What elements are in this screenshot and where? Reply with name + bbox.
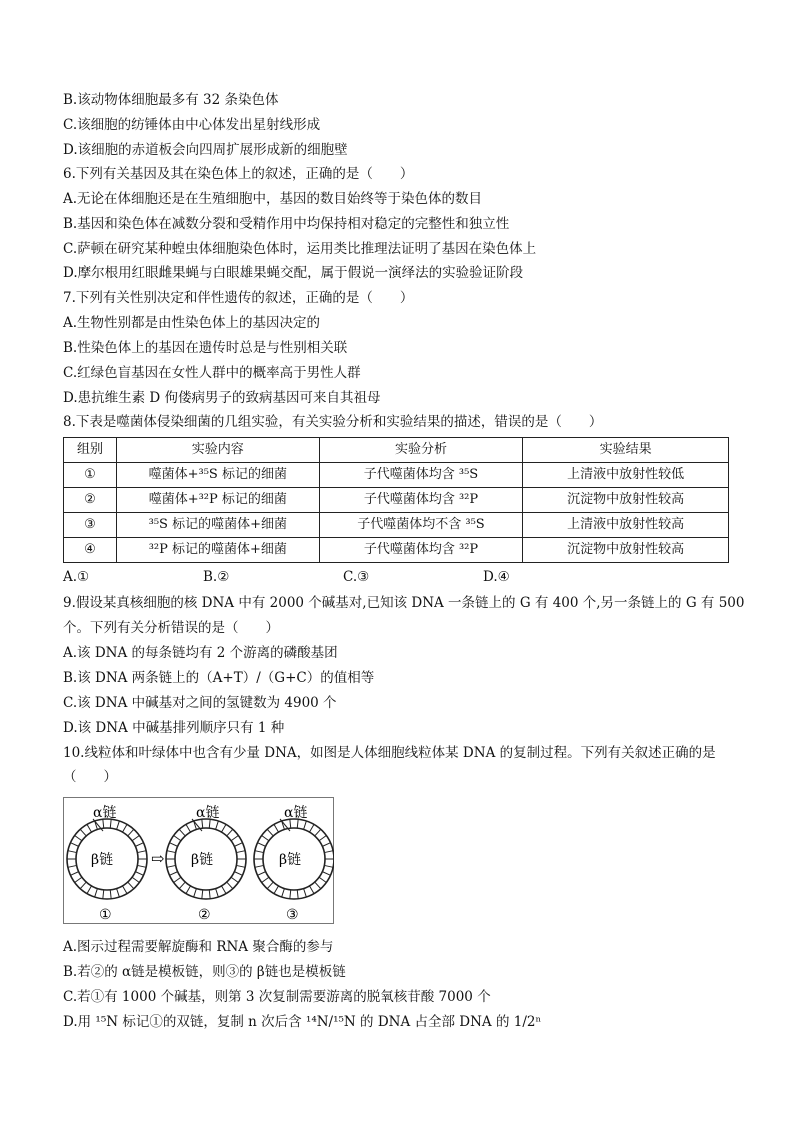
table-cell: 子代噬菌体均含 ³⁵S	[319, 463, 523, 488]
base-pair-tick	[274, 824, 279, 832]
circular-dna-1	[67, 805, 147, 923]
q7-option-b: B.性染色体上的基因在遗传时总是与性别相关联	[63, 340, 348, 356]
q9-option-b: B.该 DNA 两条链上的（A+T）/（G+C）的值相等	[63, 670, 375, 686]
base-pair-tick	[137, 865, 146, 867]
base-pair-tick	[87, 886, 92, 894]
base-pair-tick	[319, 835, 326, 840]
q7-option-a: A.生物性别都是由性染色体上的基因决定的	[63, 315, 321, 331]
base-pair-tick	[194, 888, 197, 897]
beta-chain-label: β链	[279, 852, 302, 868]
base-pair-tick	[75, 877, 82, 882]
base-pair-tick	[117, 888, 120, 897]
q10-option-b: B.若②的 α链是模板链，则③的 β链也是模板链	[63, 964, 346, 980]
alpha-chain-label: α链	[93, 805, 117, 821]
q9-option-d: D.该 DNA 中碱基排列顺序只有 1 种	[63, 720, 285, 736]
q9-option-c: C.该 DNA 中碱基对之间的氢键数为 4900 个	[63, 695, 337, 711]
base-pair-tick	[110, 890, 111, 899]
base-pair-tick	[322, 843, 330, 847]
q8-stem: 8.下表是噬菌体侵染细菌的几组实验，有关实验分析和实验结果的描述，错误的是（ ）	[63, 414, 603, 430]
base-pair-tick	[231, 877, 238, 882]
alpha-chain-label: α链	[196, 805, 220, 821]
base-pair-tick	[103, 890, 104, 899]
base-pair-tick	[222, 824, 227, 832]
q7-option-d: D.患抗维生素 D 佝偻病男子的致病基因可来自其祖母	[63, 390, 381, 406]
base-pair-tick	[167, 865, 176, 867]
base-pair-tick	[262, 877, 269, 882]
table-row	[64, 513, 729, 538]
q6-option-c: C.萨顿在研究某种蝗虫体细胞染色体时，运用类比推理法证明了基因在染色体上	[63, 241, 537, 257]
base-pair-tick	[231, 835, 238, 840]
base-pair-tick	[274, 886, 279, 894]
base-pair-tick	[222, 886, 227, 894]
q6-option-a: A.无论在体细胞还是在生殖细胞中，基因的数目始终等于染色体的数目	[63, 191, 483, 207]
q8-choice-a: A.①	[63, 569, 90, 585]
base-pair-tick	[315, 882, 321, 889]
base-pair-tick	[290, 890, 291, 899]
table-cell: 噬菌体+³²P 标记的细菌	[116, 488, 319, 513]
arrow-icon: ⇨	[151, 849, 165, 868]
base-pair-tick	[70, 872, 78, 876]
base-pair-tick	[186, 824, 191, 832]
base-pair-tick	[257, 843, 265, 847]
table-cell: 沉淀物中放射性较高	[523, 538, 729, 563]
table-row	[64, 463, 729, 488]
base-pair-tick	[123, 886, 128, 894]
base-pair-tick	[322, 872, 330, 876]
base-pair-tick	[304, 821, 307, 830]
base-pair-tick	[169, 843, 177, 847]
base-pair-tick	[135, 872, 143, 876]
table-header-cell: 组别	[64, 438, 117, 463]
q9-stem-line2: 个。下列有关分析错误的是（ ）	[63, 620, 279, 636]
table-header-cell: 实验分析	[319, 438, 523, 463]
q10-stem-line2: （ ）	[63, 769, 117, 785]
table-cell: 子代噬菌体均不含 ³⁵S	[319, 513, 523, 538]
base-pair-tick	[310, 886, 315, 894]
q5-option-c: C.该细胞的纺锤体由中心体发出星射线形成	[63, 117, 321, 133]
beta-chain-label: β链	[91, 852, 114, 868]
q5-option-b: B.该动物体细胞最多有 32 条染色体	[63, 92, 279, 108]
table-cell: ①	[64, 463, 117, 488]
circular-dna-2	[166, 805, 246, 923]
q10-option-c: C.若①有 1000 个碱基，则第 3 次复制需要游离的脱氧核苷酸 7000 个	[63, 989, 491, 1005]
q8-table	[63, 437, 729, 563]
table-cell: 上清液中放射性较高	[523, 513, 729, 538]
base-pair-tick	[179, 882, 185, 889]
table-cell: 子代噬菌体均含 ³²P	[319, 538, 523, 563]
q6-stem: 6.下列有关基因及其在染色体上的叙述，正确的是（ ）	[63, 166, 414, 182]
table-cell: ³²P 标记的噬菌体+细菌	[116, 538, 319, 563]
base-pair-tick	[87, 824, 92, 832]
base-pair-tick	[167, 851, 176, 853]
q10-option-a: A.图示过程需要解旋酶和 RNA 聚合酶的参与	[63, 939, 334, 955]
table-cell: 噬菌体+³⁵S 标记的细菌	[116, 463, 319, 488]
base-pair-tick	[297, 890, 298, 899]
base-pair-tick	[255, 865, 264, 867]
table-cell: ³⁵S 标记的噬菌体+细菌	[116, 513, 319, 538]
base-pair-tick	[257, 872, 265, 876]
base-pair-tick	[262, 835, 269, 840]
base-pair-tick	[236, 865, 245, 867]
alpha-chain-label: α链	[284, 805, 308, 821]
base-pair-tick	[169, 872, 177, 876]
base-pair-tick	[234, 843, 242, 847]
base-pair-tick	[135, 843, 143, 847]
q10-option-d: D.用 ¹⁵N 标记①的双链，复制 n 次后含 ¹⁴N/¹⁵N 的 DNA 占全部 DNA 的 1/2ⁿ	[63, 1014, 542, 1030]
base-pair-tick	[324, 851, 333, 853]
base-pair-tick	[319, 877, 326, 882]
q6-option-b: B.基因和染色体在减数分裂和受精作用中均保持相对稳定的完整性和独立性	[63, 216, 510, 232]
base-pair-tick	[186, 886, 191, 894]
base-pair-tick	[95, 888, 98, 897]
q6-option-d: D.摩尔根用红眼雌果蝇与白眼雄果蝇交配，属于假说一演绎法的实验验证阶段	[63, 265, 524, 281]
base-pair-tick	[267, 829, 273, 836]
base-pair-tick	[310, 824, 315, 832]
base-pair-tick	[68, 865, 77, 867]
base-pair-tick	[80, 882, 86, 889]
base-pair-tick	[132, 877, 139, 882]
table-cell: ③	[64, 513, 117, 538]
table-row	[64, 538, 729, 563]
base-pair-tick	[68, 851, 77, 853]
beta-chain-label: β链	[191, 852, 214, 868]
base-pair-tick	[234, 872, 242, 876]
base-pair-tick	[304, 888, 307, 897]
base-pair-tick	[209, 890, 210, 899]
dna-replication-figure	[63, 797, 334, 924]
circular-dna-3	[254, 805, 334, 923]
base-pair-tick	[179, 829, 185, 836]
base-pair-tick	[80, 829, 86, 836]
q9-option-a: A.该 DNA 的每条链均有 2 个游离的磷酸基团	[63, 645, 338, 661]
q10-stem-line1: 10.线粒体和叶绿体中也含有少量 DNA，如图是人体细胞线粒体某 DNA 的复制过程。下列有关叙述正确的是	[63, 745, 716, 761]
table-cell: 子代噬菌体均含 ³²P	[319, 488, 523, 513]
table-header-cell: 实验内容	[116, 438, 319, 463]
table-cell: 上清液中放射性较低	[523, 463, 729, 488]
base-pair-tick	[70, 843, 78, 847]
figure-number-2: ②	[198, 907, 211, 923]
base-pair-tick	[227, 882, 233, 889]
base-pair-tick	[123, 824, 128, 832]
base-pair-tick	[227, 829, 233, 836]
base-pair-tick	[236, 851, 245, 853]
base-pair-tick	[202, 890, 203, 899]
table-cell: ④	[64, 538, 117, 563]
figure-number-1: ①	[99, 907, 112, 923]
table-cell: 沉淀物中放射性较高	[523, 488, 729, 513]
base-pair-tick	[282, 888, 285, 897]
table-header-cell: 实验结果	[523, 438, 729, 463]
base-pair-tick	[216, 821, 219, 830]
q8-choices	[63, 569, 623, 587]
base-pair-tick	[132, 835, 139, 840]
base-pair-tick	[267, 882, 273, 889]
base-pair-tick	[255, 851, 264, 853]
base-pair-tick	[174, 835, 181, 840]
q8-choice-b: B.②	[203, 569, 230, 585]
base-pair-tick	[315, 829, 321, 836]
q9-stem-line1: 9.假设某真核细胞的核 DNA 中有 2000 个碱基对,已知该 DNA 一条链上的 G 有 400 个,另一条链上的 G 有 500	[63, 595, 745, 611]
table-cell: ②	[64, 488, 117, 513]
base-pair-tick	[117, 821, 120, 830]
table-row	[64, 488, 729, 513]
base-pair-tick	[174, 877, 181, 882]
base-pair-tick	[128, 829, 134, 836]
base-pair-tick	[324, 865, 333, 867]
q8-choice-d: D.④	[483, 569, 510, 585]
figure-number-3: ③	[286, 907, 299, 923]
q5-option-d: D.该细胞的赤道板会向四周扩展形成新的细胞壁	[63, 142, 348, 158]
q8-choice-c: C.③	[343, 569, 370, 585]
base-pair-tick	[75, 835, 82, 840]
base-pair-tick	[137, 851, 146, 853]
base-pair-tick	[128, 882, 134, 889]
base-pair-tick	[216, 888, 219, 897]
q7-option-c: C.红绿色盲基因在女性人群中的概率高于男性人群	[63, 365, 361, 381]
q7-stem: 7.下列有关性别决定和伴性遗传的叙述，正确的是（ ）	[63, 290, 414, 306]
table-header-row	[64, 438, 729, 463]
